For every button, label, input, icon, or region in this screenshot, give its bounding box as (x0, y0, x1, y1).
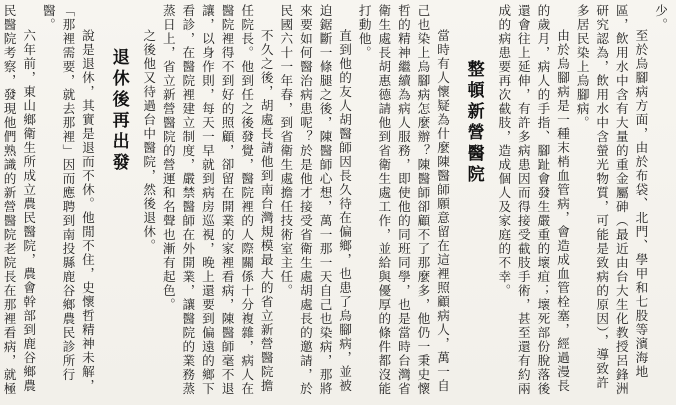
paragraph: 直到他的友人胡醫師因長久待在偏鄉，也患了烏腳病，並被迫鋸斷一條腿之後，陳醫師心想，萬一那一天自己也染病，那將來要如何醫治病患呢？於是他才接受省衛生處胡處長的邀請，於民國六十一年春，到省衛生處擔任技術室主任。 (278, 4, 353, 396)
paragraph: 當時有人懷疑為什麼陳醫師願意留在這裡照顧病人，萬一自己也染上烏腳病怎麼辦？陳醫師卻顧不了那麼多，他仍一秉史懷哲的精神繼續為病人服務，即使他的同班同學，也是當時台灣省衛生處長胡惠德請他到省衛生處工作，並給與優厚的條件都沒能打動他。 (356, 4, 451, 396)
paragraph: 至於烏腳病方面，由於布袋、北門、學甲和七股等濱海地區，飲用水中含有大量的重金屬砷（最近由台大生化教授呂鋒洲研究認為，飲用水中含螢光物質，可能是致病的原因），導致許多居民染上烏腳病。 (574, 4, 649, 396)
paragraph: 由於烏腳病是一種末梢血管病，會造成血管栓塞，經過漫長的歲月，病人的手指、腳趾會發生嚴重的壞疽；壞死部份脫落後還會往上延伸，有許多病患因而得接受截肢手術，甚至還有約兩成的病患要再次截肢，造成個人及家庭的不幸。 (496, 4, 571, 396)
section-heading: 退休後再出發 (108, 48, 129, 174)
paragraph: 少。 (653, 4, 668, 32)
paragraph: 之後他又待過台中醫院，然後退休。 (141, 29, 157, 254)
vertical-text-column (1, 4, 670, 399)
paragraph: 不久之後，胡處長請他到南台灣規模最大的省立新營醫院擔任院長。他到任之後發覺，醫院裡的人際關係十分複雜，病人在醫院裡得不到好的照顧，卻留在開業的家裡看病，陳醫師毫不退讓，以身作則，每天一早就到病房巡視，晚上還要到偏遠的鄉下看診，在醫院裡建立制度，嚴禁醫師在外開業，讓醫院的業務蒸蒸日上，省立新營醫院的營運和名聲也漸有起色。 (160, 4, 274, 396)
paragraph: 說是退休，其實是退而不休。他閒不住，史懷哲精神未解，「那裡需要，就去那裡」因而應聘到南投縣鹿谷鄉農民診所行醫。 (40, 4, 95, 394)
paragraph: 六年前，東山鄉衛生所成立農民醫院，農會幹部到鹿谷鄉農民醫院考察，發現他們熟識的新營醫院老院長在那裡看病，就極 (1, 4, 37, 396)
section-heading: 整頓新營醫院 (463, 60, 484, 186)
